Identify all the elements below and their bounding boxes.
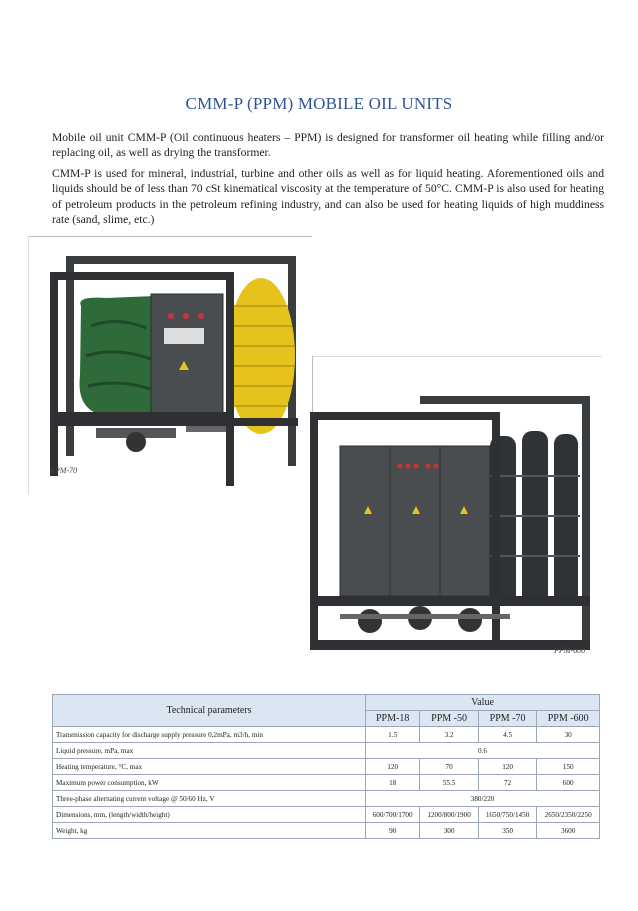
- cell-value: 150: [537, 759, 600, 775]
- row-label: Three-phase alternating current voltage @ 50/60 Hz, V: [53, 791, 366, 807]
- photo-border-line: [28, 236, 29, 494]
- ppm70-photo: [36, 236, 312, 498]
- cell-value: 120: [366, 759, 420, 775]
- cell-value: 300: [420, 823, 479, 839]
- row-label: Heating temperature, °C, max: [53, 759, 366, 775]
- cell-value: 600/700/1700: [366, 807, 420, 823]
- cell-value: 18: [366, 775, 420, 791]
- table-row: [53, 807, 600, 823]
- model-header: PPM -600: [537, 711, 600, 727]
- row-label: Dimensions, mm, (length/width/height): [53, 807, 366, 823]
- row-label: Transmission capacity for discharge supply pressure 0,2mPa, m3/h, min: [53, 727, 366, 743]
- table-row: [53, 823, 600, 839]
- cell-value: 350: [478, 823, 537, 839]
- cell-value: 3.2: [420, 727, 479, 743]
- cell-value: 30: [537, 727, 600, 743]
- cell-value: 3600: [537, 823, 600, 839]
- cell-value: 70: [420, 759, 479, 775]
- cell-value: 55.5: [420, 775, 479, 791]
- table-row: [53, 791, 600, 807]
- table-row: [53, 727, 600, 743]
- cell-value: 72: [478, 775, 537, 791]
- cell-value: 600: [537, 775, 600, 791]
- row-label: Weight, kg: [53, 823, 366, 839]
- ppm600-photo: [300, 356, 600, 674]
- cell-value: 4.5: [478, 727, 537, 743]
- cell-value: 1.5: [366, 727, 420, 743]
- usage-paragraph: CMM-P is used for mineral, industrial, turbine and other oils as well as for liquid heating. Aforementioned oils and liquids should be of less than 70 cSt kinematical viscosity at the temperature of 50°C. CMM-P is also used for heating of petroleum products in the petroleum refining industry, and can also be used for heating liquids of high muddiness rate (sand, slime, etc.): [52, 167, 604, 227]
- cell-value: 1200/800/1900: [420, 807, 479, 823]
- value-header: Value: [366, 695, 600, 711]
- model-header: PPM-18: [366, 711, 420, 727]
- cell-value: 1650/750/1450: [478, 807, 537, 823]
- param-header: Technical parameters: [53, 695, 366, 727]
- cell-value: 0.6: [366, 743, 600, 759]
- cell-value: 2650/2350/2250: [537, 807, 600, 823]
- table-row: [53, 775, 600, 791]
- table-row: [53, 743, 600, 759]
- intro-paragraph: Mobile oil unit CMM-P (Oil continuous heaters – PPM) is designed for transformer oil heating while filling and/or replacing oil, as well as drying the transformer.: [52, 131, 604, 160]
- row-label: Maximum power consumption, kW: [53, 775, 366, 791]
- row-label: Liquid pressure, mPa, max: [53, 743, 366, 759]
- table-row: [53, 759, 600, 775]
- cell-value: 90: [366, 823, 420, 839]
- technical-parameters-table: [52, 694, 600, 839]
- ppm70-caption: PPM-70: [50, 466, 78, 475]
- cell-value: 120: [478, 759, 537, 775]
- ppm600-caption: PPM-600: [554, 646, 586, 655]
- cell-value: 380/220: [366, 791, 600, 807]
- model-header: PPM -50: [420, 711, 479, 727]
- model-header: PPM -70: [478, 711, 537, 727]
- page-title: CMM-P (PPM) MOBILE OIL UNITS: [185, 94, 453, 113]
